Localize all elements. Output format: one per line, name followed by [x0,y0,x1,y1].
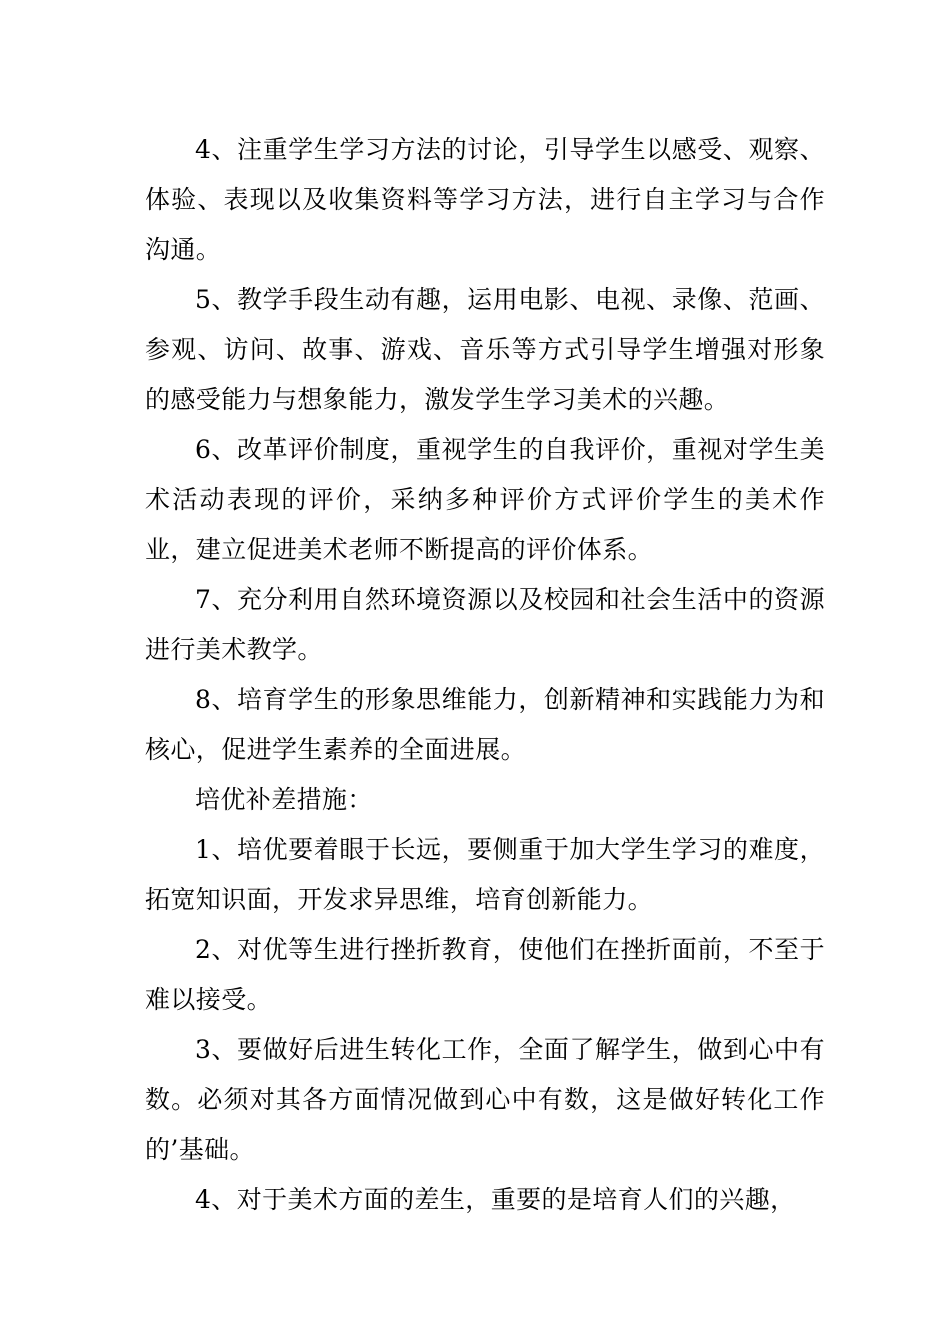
paragraph-measure-3: 3、要做好后进生转化工作，全面了解学生，做到心中有数。必须对其各方面情况做到心中有数，这是做好转化工作的’基础。 [145,1035,825,1164]
document-body [145,125,825,1225]
paragraph-evaluation-reform: 6、改革评价制度，重视学生的自我评价，重视对学生美术活动表现的评价，采纳多种评价方式评价学生的美术作业，建立促进美术老师不断提高的评价体系。 [145,435,825,564]
paragraph-thinking-ability: 8、培育学生的形象思维能力，创新精神和实践能力为和核心，促进学生素养的全面进展。 [145,685,825,764]
paragraph-measure-1: 1、培优要着眼于长远，要侧重于加大学生学习的难度，拓宽知识面，开发求异思维，培育创新能力。 [145,835,825,914]
paragraph-measure-4: 4、对于美术方面的差生，重要的是培育人们的兴趣， [195,1185,796,1214]
paragraph-teaching-means: 5、教学手段生动有趣，运用电影、电视、录像、范画、参观、访问、故事、游戏、音乐等方式引导学生增强对形象的感受能力与想象能力，激发学生学习美术的兴趣。 [145,285,825,414]
section-heading-measures: 培优补差措施： [195,785,373,814]
paragraph-resource-use: 7、充分利用自然环境资源以及校园和社会生活中的资源进行美术教学。 [145,585,825,664]
paragraph-method-discussion: 4、注重学生学习方法的讨论，引导学生以感受、观察、体验、表现以及收集资料等学习方法，进行自主学习与合作沟通。 [145,135,825,264]
paragraph-measure-2: 2、对优等生进行挫折教育，使他们在挫折面前，不至于难以接受。 [145,935,825,1014]
